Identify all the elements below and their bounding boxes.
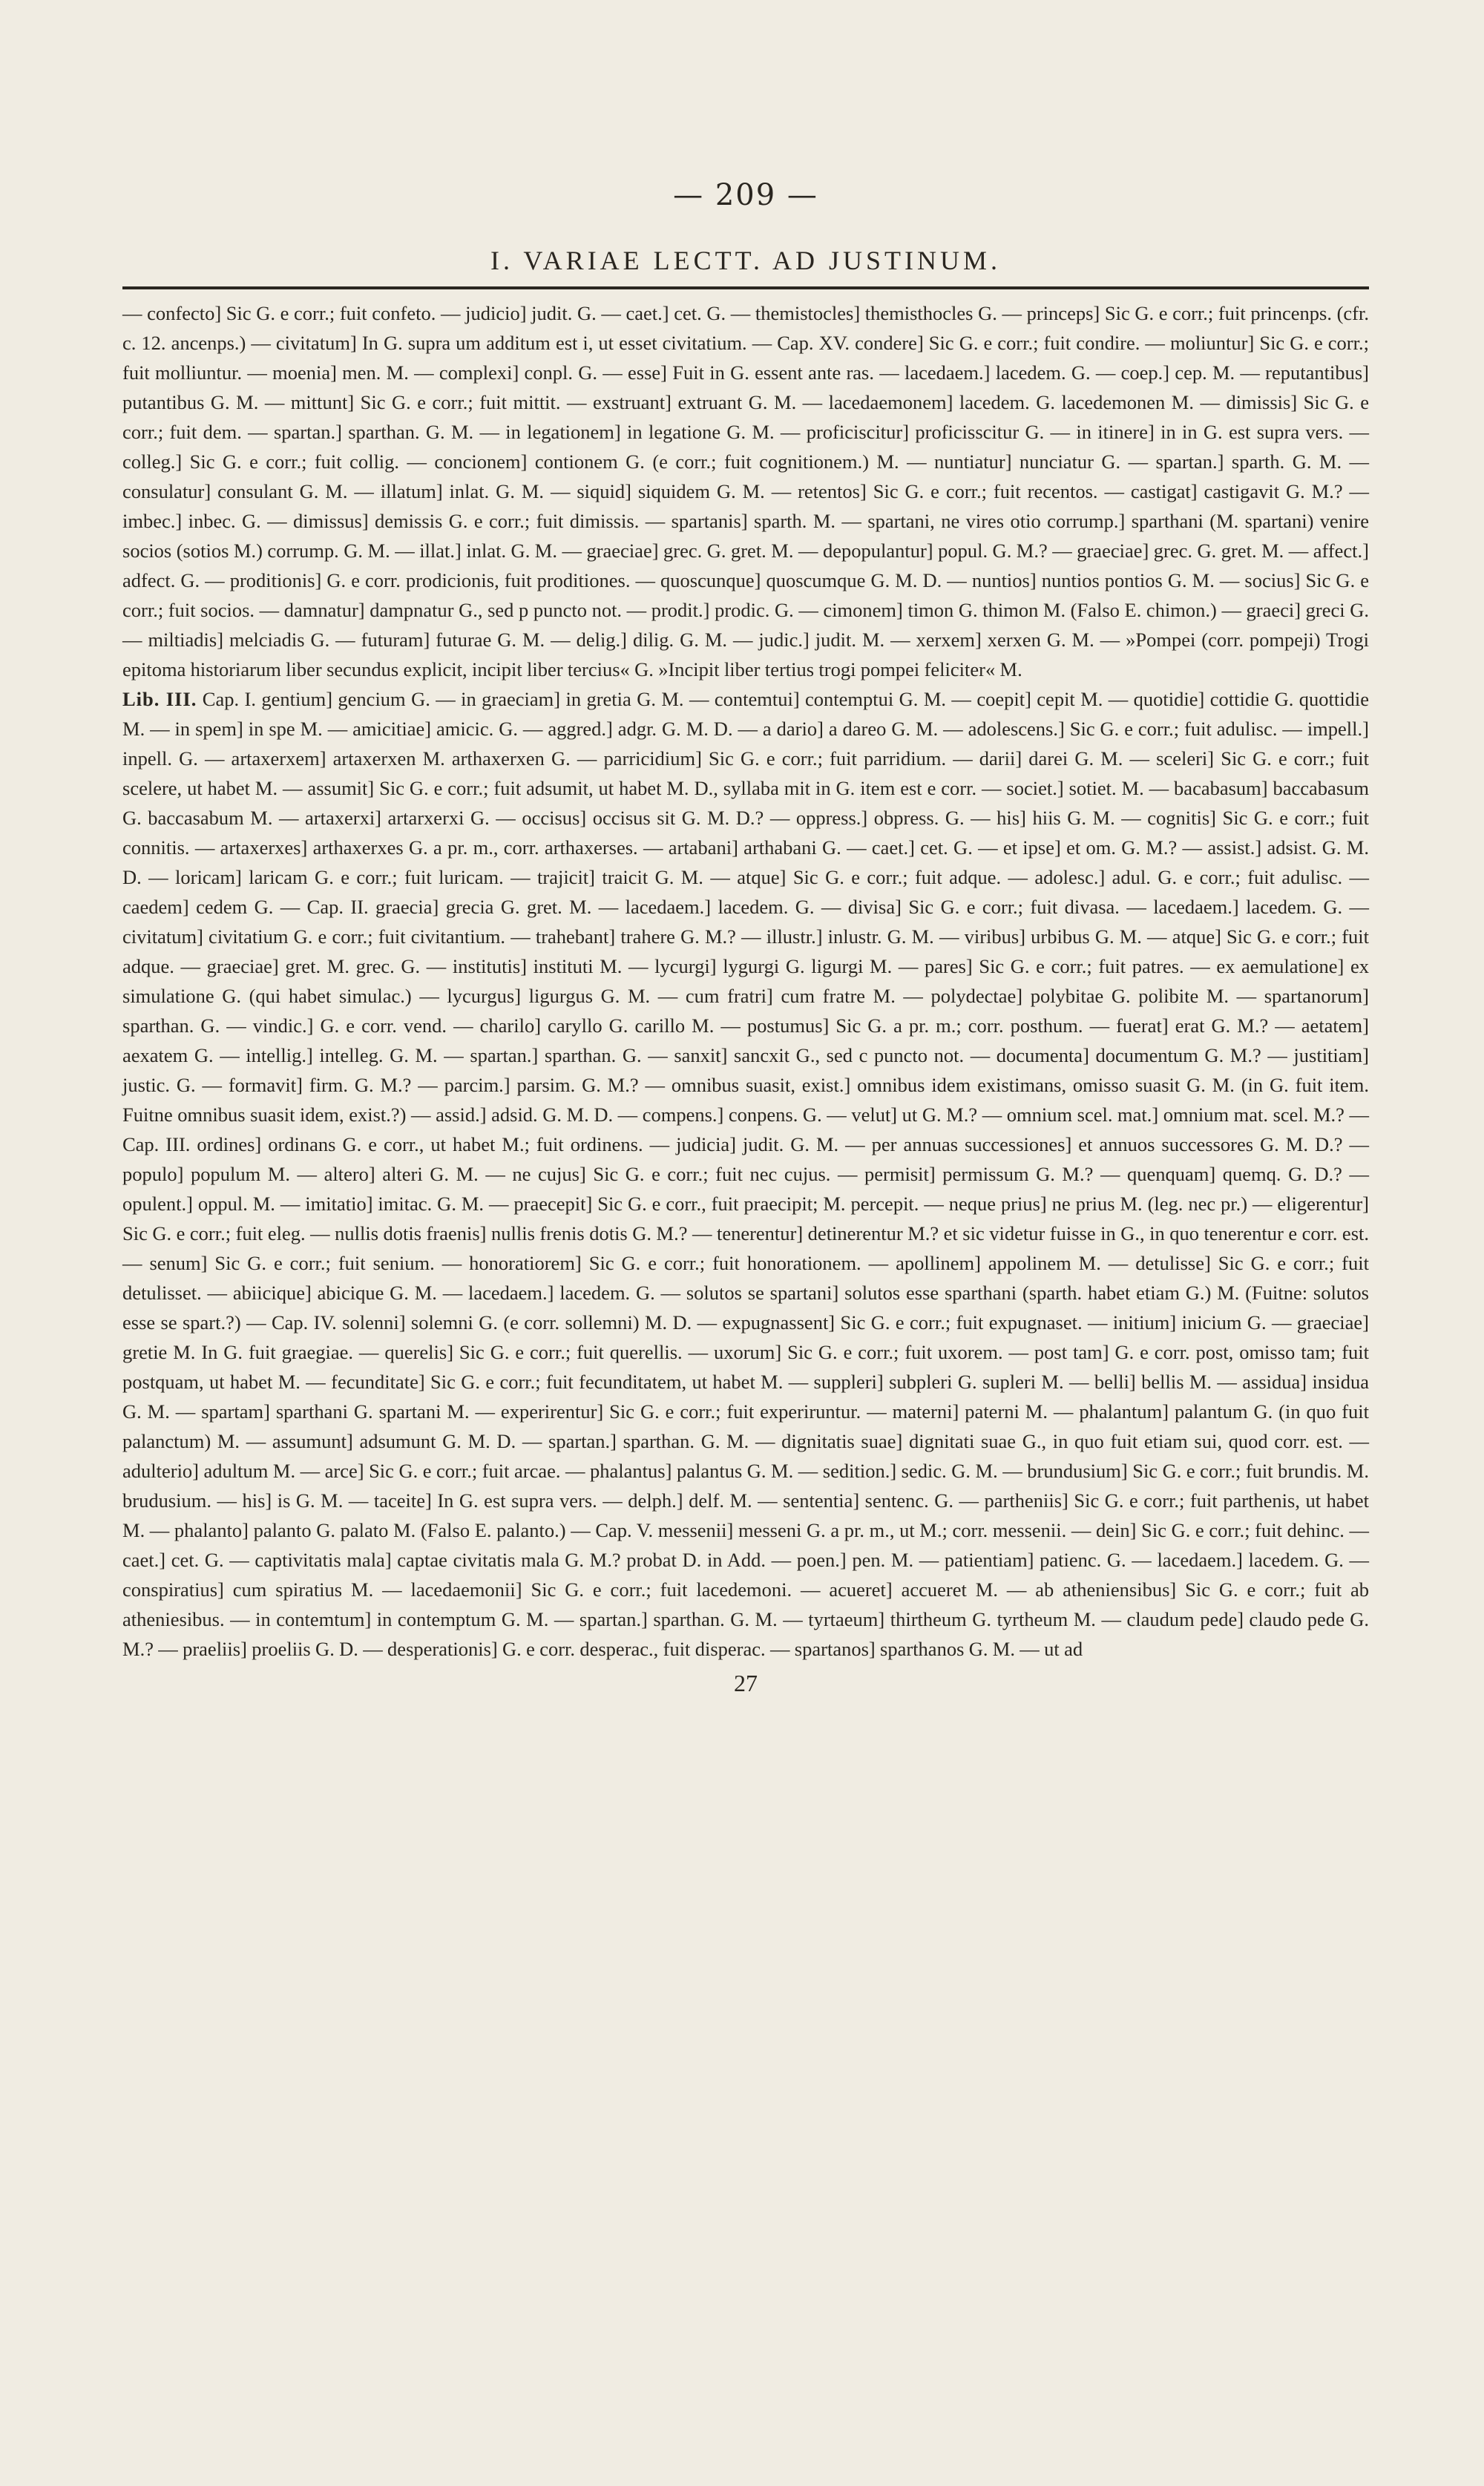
header-rule	[122, 286, 1369, 289]
book-3-text: Cap. I. gentium] gencium G. — in graeciam] in gretia G. M. — contemtui] contemptui G. M. — coepit] cepit M. — quotidie] cottidie G. quottidie M. — in spem] in spe M. — amicitiae] amicic. G. — aggred.] adgr. G. M. D. — a dario] a dareo G. M. — adolescens.] Sic G. e corr.; fuit adulisc. — impell.] inpell. G. — artaxerxem] artaxerxen M. arthaxerxen G. — parricidium] Sic G. e corr.; fuit parridium. — darii] darei G. M. — sceleri] Sic G. e corr.; fuit scelere, ut habet M. — assumit] Sic G. e corr.; fuit adsumit, ut habet M. D., syllaba mit in G. item est e corr. — societ.] sotiet. M. — bacabasum] baccabasum G. baccasabum M. — artaxerxi] artarxerxi G. — occisus] occisus sit G. M. D.? — oppress.] obpress. G. — his] hiis G. M. — cognitis] Sic G. e corr.; fuit connitis. — artaxerxes] arthaxerxes G. a pr. m., corr. arthaxerses. — artabani] arthabani G. — caet.] cet. G. — et ipse] et om. G. M.? — assist.] adsist. G. M. D. — loricam] laricam G. e corr.; fuit luricam. — trajicit] traicit G. M. — atque] Sic G. e corr.; fuit adque. — adolesc.] adul. G. e corr.; fuit adulisc. — caedem] cedem G. — Cap. II. graecia] grecia G. gret. M. — lacedaem.] lacedem. G. — divisa] Sic G. e corr.; fuit divasa. — lacedaem.] lacedem. G. — civitatum] civitatium G. e corr.; fuit civitantium. — trahebant] trahere G. M.? — illustr.] inlustr. G. M. — viribus] urbibus G. M. — atque] Sic G. e corr.; fuit adque. — graeciae] gret. M. grec. G. — institutis] instituti M. — lycurgi] lygurgi G. ligurgi M. — pares] Sic G. e corr.; fuit patres. — ex aemulatione] ex simulatione G. (qui habet simulac.) — lycurgus] ligurgus G. M. — cum fratri] cum fratre M. — polydectae] polybitae G. polibite M. — spartanorum] sparthan. G. — vindic.] G. e corr. vend. — charilo] caryllo G. carillo M. — postumus] Sic G. a pr. m.; corr. posthum. — fuerat] erat G. M.? — aetatem] aexatem G. — intellig.] intelleg. G. M. — spartan.] sparthan. G. — sanxit] sancxit G., sed c puncto not. — documenta] documentum G. M.? — justitiam] justic. G. — formavit] firm. G. M.? — parcim.] parsim. G. M.? — omnibus suasit, exist.] omnibus idem existimans, omisso suasit G. M. (in G. fuit item. Fuitne omnibus suasit idem, exist.?) — assid.] adsid. G. M. D. — compens.] conpens. G. — velut] ut G. M.? — omnium scel. mat.] omnium mat. scel. M.? — Cap. III. ordines] ordinans G. e corr., ut habet M.; fuit ordinens. — judicia] judit. G. M. — per annuas successiones] et annuos successores G. M. D.? — populo] populum M. — altero] alteri G. M. — ne cujus] Sic G. e corr.; fuit nec cujus. — permisit] permissum G. M.? — quenquam] quemq. G. D.? — opulent.] oppul. M. — imitatio] imitac. G. M. — praecepit] Sic G. e corr., fuit praecipit; M. percepit. — neque prius] ne prius M. (leg. nec pr.) — eligerentur] Sic G. e corr.; fuit eleg. — nullis dotis fraenis] nullis frenis dotis G. M.? — tenerentur] detinerentur M.? et sic videtur fuisse in G., in quo tenerentur e corr. est. — senum] Sic G. e corr.; fuit senium. — honoratiorem] Sic G. e corr.; fuit honorationem. — apollinem] appolinem M. — detulisse] Sic G. e corr.; fuit detulisset. — abiicique] abicique G. M. — lacedaem.] lacedem. G. — solutos se spartani] solutos esse sparthani (sparth. habet etiam G.) M. (Fuitne: solutos esse se spart.?) — Cap. IV. solenni] solemni G. (e corr. sollemni) M. D. — expugnassent] Sic G. e corr.; fuit expugnaset. — initium] inicium G. — graeciae] gretie M. In G. fuit graegiae. — querelis] Sic G. e corr.; fuit querellis. — uxorum] Sic G. e corr.; fuit uxorem. — post tam] G. e corr. post, omisso tam; fuit postquam, ut habet M. — fecunditate] Sic G. e corr.; fuit fecunditatem, ut habet M. — suppleri] subpleri G. supleri M. — belli] bellis M. — assidua] insidua G. M. — spartam] sparthani G. spartani M. — experirentur] Sic G. e corr.; fuit experiruntur. — materni] paterni M. — phalantum] palantum G. (in quo fuit palanctum) M. — assumunt] adsumunt G. M. D. — spartan.] sparthan. G. M. — dignitatis suae] dignitati suae G., in quo fuit etiam sui, quod corr. est. — adulterio] adultum M. — arce] Sic G. e corr.; fuit arcae. — phalantus] palantus G. M. — sedition.] sedic. G. M. — brundusium] Sic G. e corr.; fuit brundis. M. brudusium. — his] is G. M. — taceite] In G. est supra vers. — delph.] delf. M. — sententia] sentenc. G. — partheniis] Sic G. e corr.; fuit parthenis, ut habet M. — phalanto] palanto G. palato M. (Falso E. palanto.) — Cap. V. messenii] messeni G. a pr. m., ut M.; corr. messenii. — dein] Sic G. e corr.; fuit dehinc. — caet.] cet. G. — captivitatis mala] captae civitatis mala G. M.? probat D. in Add. — poen.] pen. M. — patientiam] patienc. G. — lacedaem.] lacedem. G. — conspiratius] cum spiratius M. — lacedaemonii] Sic G. e corr.; fuit lacedemoni. — acueret] accueret M. — ab atheniensibus] Sic G. e corr.; fuit ab atheniesibus. — in contemtum] in contemptum G. M. — spartan.] sparthan. G. M. — tyrtaeum] thirtheum G. tyrtheum M. — claudum pede] claudo pede G. M.? — praeliis] proeliis G. D. — desperationis] G. e corr. desperac., fuit disperac. — spartanos] sparthanos G. M. — ut ad	[122, 688, 1369, 1660]
apparatus-paragraph-book-3	[122, 684, 1369, 1664]
page-number: — 209 —	[673, 178, 818, 212]
apparatus-text	[122, 298, 1369, 1664]
running-head: I. VARIAE LECTT. AD JUSTINUM.	[490, 246, 1001, 275]
page	[122, 178, 1369, 2404]
book-label: Lib. III.	[122, 688, 197, 710]
signature-mark: 27	[734, 1670, 758, 1696]
apparatus-paragraph-book-2: — confecto] Sic G. e corr.; fuit confeto. — judicio] judit. G. — caet.] cet. G. — themistocles] themisthocles G. — princeps] Sic G. e corr.; fuit princenps. (cfr. c. 12. ancenps.) — civitatum] In G. supra um additum est i, ut esset civitatium. — Cap. XV. condere] Sic G. e corr.; fuit condire. — moliuntur] Sic G. e corr.; fuit molliuntur. — moenia] men. M. — complexi] conpl. G. — esse] Fuit in G. essent ante ras. — lacedaem.] lacedem. G. — coep.] cep. M. — reputantibus] putantibus G. M. — mittunt] Sic G. e corr.; fuit mittit. — exstruant] extruant G. M. — lacedaemonem] lacedem. G. lacedemonen M. — dimissis] Sic G. e corr.; fuit dem. — spartan.] sparthan. G. M. — in legationem] in legatione G. M. — proficiscitur] proficisscitur G. — in itinere] in in G. est supra vers. — colleg.] Sic G. e corr.; fuit collig. — concionem] contionem G. (e corr.; fuit cognitionem.) M. — nuntiatur] nunciatur G. — spartan.] sparth. G. M. — consulatur] consulant G. M. — illatum] inlat. G. M. — siquid] siquidem G. M. — retentos] Sic G. e corr.; fuit recentos. — castigat] castigavit G. M.? — imbec.] inbec. G. — dimissus] demissis G. e corr.; fuit dimissis. — spartanis] sparth. M. — spartani, ne vires otio corrump.] sparthani (M. spartani) venire socios (sotios M.) corrump. G. M. — illat.] inlat. G. M. — graeciae] grec. G. gret. M. — depopulantur] popul. G. M.? — graeciae] grec. G. gret. M. — affect.] adfect. G. — proditionis] G. e corr. prodicionis, fuit proditiones. — quoscunque] quoscumque G. M. D. — nuntios] nuntios pontios G. M. — socius] Sic G. e corr.; fuit socios. — damnatur] dampnatur G., sed p puncto not. — prodit.] prodic. G. — cimonem] timon G. thimon M. (Falso E. chimon.) — graeci] greci G. — miltiadis] melciadis G. — futuram] futurae G. M. — delig.] dilig. G. M. — judic.] judit. M. — xerxem] xerxen G. M. — »Pompei (corr. pompeji) Trogi epitoma historiarum liber secundus explicit, incipit liber tercius« G. »Incipit liber tertius trogi pompei feliciter« M.	[122, 302, 1369, 680]
